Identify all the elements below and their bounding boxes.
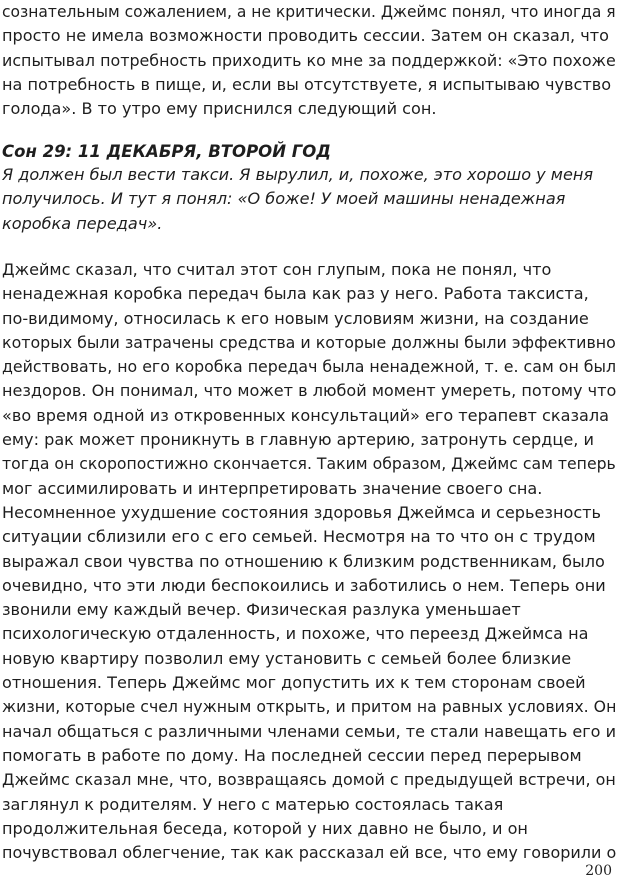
intro-paragraph [2, 0, 616, 121]
text-line: Джеймс сказал, что считал этот сон глупым, пока не понял, что [2, 260, 552, 279]
text-line: ситуации сблизили его с его семьей. Несмотря на то что он с трудом [2, 527, 596, 547]
page-number: 200 [585, 863, 612, 879]
text-line: помогать в работе по дому. На последней сессии перед перерывом [2, 745, 582, 765]
text-line: на потребность в пище, и, если вы отсутствуете, я испытываю чувство [2, 74, 612, 94]
text-line: тогда он скоропостижно скончается. Таким образом, Джеймс сам теперь [2, 454, 616, 474]
text-line: очевидно, что эти люди беспокоились и заботились о нем. Теперь они [2, 575, 606, 595]
text-line: мог ассимилировать и интерпретировать значение своего сна. [2, 478, 543, 498]
text-line: психологическую отдаленность, и похоже, что переезд Джеймса на [2, 624, 589, 644]
text-line: которых были затрачены средства и которые должны были эффективно [2, 332, 616, 352]
text-line: действовать, но его коробка передач была ненадежной, т. е. сам он был [2, 357, 617, 377]
text-line: выражал свои чувства по отношению к близким родственникам, было [2, 551, 605, 571]
text-line: почувствовал облегчение, так как рассказал ей все, что ему говорили о [2, 843, 617, 863]
main-paragraph [2, 258, 616, 865]
text-line: новую квартиру позволил ему установить с семьей более близкие [2, 648, 572, 668]
text-line: по-видимому, относилась к его новым условиям жизни, на создание [2, 308, 589, 328]
text-line: продолжительная беседа, которой у них давно не было, и он [2, 818, 528, 838]
dream-text [2, 163, 616, 236]
text-line: отношения. Теперь Джеймс мог допустить их к тем сторонам своей [2, 673, 586, 693]
text-line: ненадежная коробка передач была как раз у него. Работа таксиста, [2, 284, 589, 304]
text-line: получилось. И тут я понял: «О боже! У моей машины ненадежная [2, 189, 566, 209]
text-line: жизни, которые счел нужным открыть, и притом на равных условиях. Он [2, 697, 617, 717]
text-line: Я должен был вести такси. Я вырулил, и, похоже, это хорошо у меня [2, 165, 594, 184]
text-line: Несомненное ухудшение состояния здоровья Джеймса и серьезность [2, 502, 602, 522]
text-line: заглянул к родителям. У него с матерью состоялась такая [2, 794, 504, 814]
text-line: сознательным сожалением, а не критически. Джеймс понял, что иногда я [2, 2, 616, 21]
text-line: коробка передач». [2, 213, 163, 233]
text-line: ему: рак может проникнуть в главную артерию, затронуть сердце, и [2, 430, 594, 450]
text-line: просто не имела возможности проводить сессии. Затем он сказал, что [2, 26, 609, 46]
text-line: «во время одной из откровенных консультаций» его терапевт сказала [2, 405, 610, 425]
text-line: испытывал потребность приходить ко мне за поддержкой: «Это похоже [2, 50, 616, 70]
text-line: начал общаться с различными членами семьи, те стали навещать его и [2, 721, 617, 741]
text-line: звонили ему каждый вечер. Физическая разлука уменьшает [2, 600, 521, 620]
dream-heading: Сон 29: 11 ДЕКАБРЯ, ВТОРОЙ ГОД [2, 142, 331, 161]
text-line: нездоров. Он понимал, что может в любой момент умереть, потому что [2, 381, 617, 401]
text-line: голода». В то утро ему приснился следующий сон. [2, 99, 437, 119]
text-line: Джеймс сказал мне, что, возвращаясь домой с предыдущей встречи, он [2, 770, 616, 790]
